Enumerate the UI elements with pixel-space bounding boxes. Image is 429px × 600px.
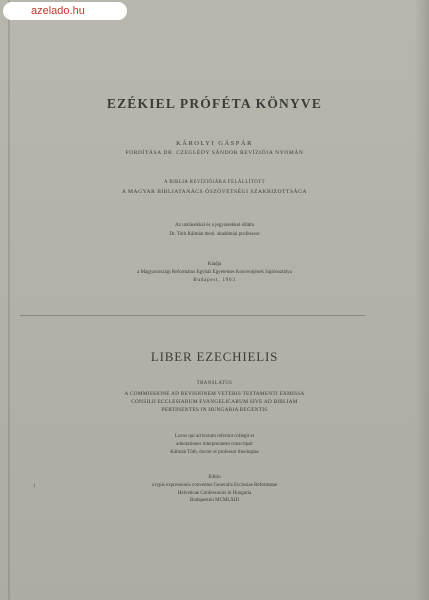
latin-edition-line4: Budapestini MCMLXIII xyxy=(189,498,240,504)
latin-commission-line1: A COMMISSIONE AD REVISIONEM VETERIS TESTAMENTI EXMISSA xyxy=(124,390,305,397)
author-name: KÁROLYI GÁSPÁR xyxy=(176,140,253,147)
hungarian-notes-block xyxy=(0,223,429,238)
latin-title xyxy=(0,350,429,365)
revision-block xyxy=(0,180,429,195)
latin-edition-line3: Helveticae Confessionis in Hungaria xyxy=(177,490,252,496)
latin-notes-block xyxy=(0,434,429,455)
revision-body: A MAGYAR BIBLIATANÁCS ÓSZÖVETSÉGI SZAKBIZOTTSÁGA xyxy=(121,188,308,195)
hungarian-title xyxy=(0,96,429,112)
latin-edition-line2: a typis expressionis conventus Generalis Ecclesiae Reformatae xyxy=(151,482,278,488)
hungarian-publisher-line2: a Magyarországi Református Egyház Egyetemes Konventjének Sajtóosztálya xyxy=(137,269,292,275)
hungarian-notes-line1: Az utalásokkal és a jegyzetekkel ellátta xyxy=(175,223,254,228)
hungarian-publisher-block xyxy=(0,262,429,283)
hungarian-publisher-line3: Budapest, 1963 xyxy=(193,277,236,283)
latin-edition-line1: Editio xyxy=(208,475,221,480)
revision-intro: A BIBLIA REVÍZIÓJÁRA FELÁLLÍTOTT xyxy=(163,180,266,185)
latin-translatus: TRANSLATUS xyxy=(196,381,233,386)
latin-notes-line3: Kálmán Tóth, doctor et professor theologiae xyxy=(170,449,259,455)
page-left-edge xyxy=(8,0,10,600)
latin-edition-block xyxy=(0,475,429,504)
latin-commission-line2: CONSILII ECCLESIARUM EVANGELICARUM SIVE AD BIBLIAM xyxy=(131,398,298,405)
watermark-badge: azelado.hu xyxy=(3,2,127,20)
latin-title-text: LIBER EZECHIELIS xyxy=(150,349,279,364)
section-divider xyxy=(20,315,365,316)
latin-commission-line3: PERTINENTES IN HUNGARIA REGENTIS xyxy=(161,406,268,413)
latin-notes-line1: Locos qui ad textum referunt collegit et xyxy=(174,434,255,439)
page-number: 1 xyxy=(33,484,36,489)
page-right-edge xyxy=(415,0,429,600)
author-subtitle: FORDÍTÁSA DR. CZEGLÉDY SÁNDOR REVÍZIÓJA NYOMÁN xyxy=(125,150,304,157)
hungarian-title-text: EZÉKIEL PRÓFÉTA KÖNYVE xyxy=(106,96,323,111)
hungarian-notes-line2: Dr. Tóth Kálmán theol. akadémiai professzor xyxy=(169,231,260,237)
latin-notes-line2: adnotationes interpretantes conscripsit xyxy=(176,441,253,447)
author-block xyxy=(0,140,429,157)
latin-commission-block xyxy=(0,381,429,413)
hungarian-publisher-line1: Kiadja xyxy=(207,262,222,267)
